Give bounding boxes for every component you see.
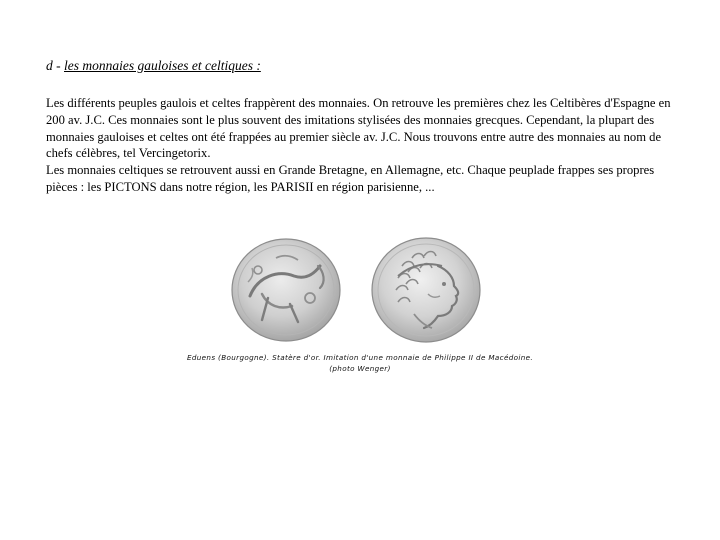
figure-caption bbox=[150, 352, 570, 374]
section-heading bbox=[46, 58, 261, 74]
section-prefix: d - bbox=[46, 58, 64, 73]
coin-obverse-head bbox=[372, 238, 480, 342]
coin-reverse-horse bbox=[232, 239, 340, 341]
caption-line-1: Eduens (Bourgogne). Statère d'or. Imitation d'une monnaie de Philippe II de Macédoine. bbox=[186, 353, 534, 362]
coin-illustration bbox=[228, 236, 488, 346]
paragraph-1: Les différents peuples gaulois et celtes frappèrent des monnaies. On retrouve les premières chez les Celtibères d'Espagne en 200 av. J.C. Ces monnaies sont le plus souvent des imitations stylisées des monnaies grecques. Cependant, la plupart des monnaies gauloises et celtes ont été frappées au premier siècle av. J.C. Nous trouvons entre autre des monnaies au nom de chefs célèbres, tel Vercingetorix. bbox=[46, 96, 671, 161]
coin-photo bbox=[228, 236, 488, 346]
section-title: les monnaies gauloises et celtiques : bbox=[64, 58, 261, 73]
body-text bbox=[46, 95, 686, 196]
caption-line-2: (photo Wenger) bbox=[329, 364, 391, 373]
paragraph-2: Les monnaies celtiques se retrouvent aussi en Grande Bretagne, en Allemagne, etc. Chaque peuplade frappes ses propres pièces : les PICTONS dans notre région, les PARISII en région parisienne, ... bbox=[46, 163, 655, 194]
